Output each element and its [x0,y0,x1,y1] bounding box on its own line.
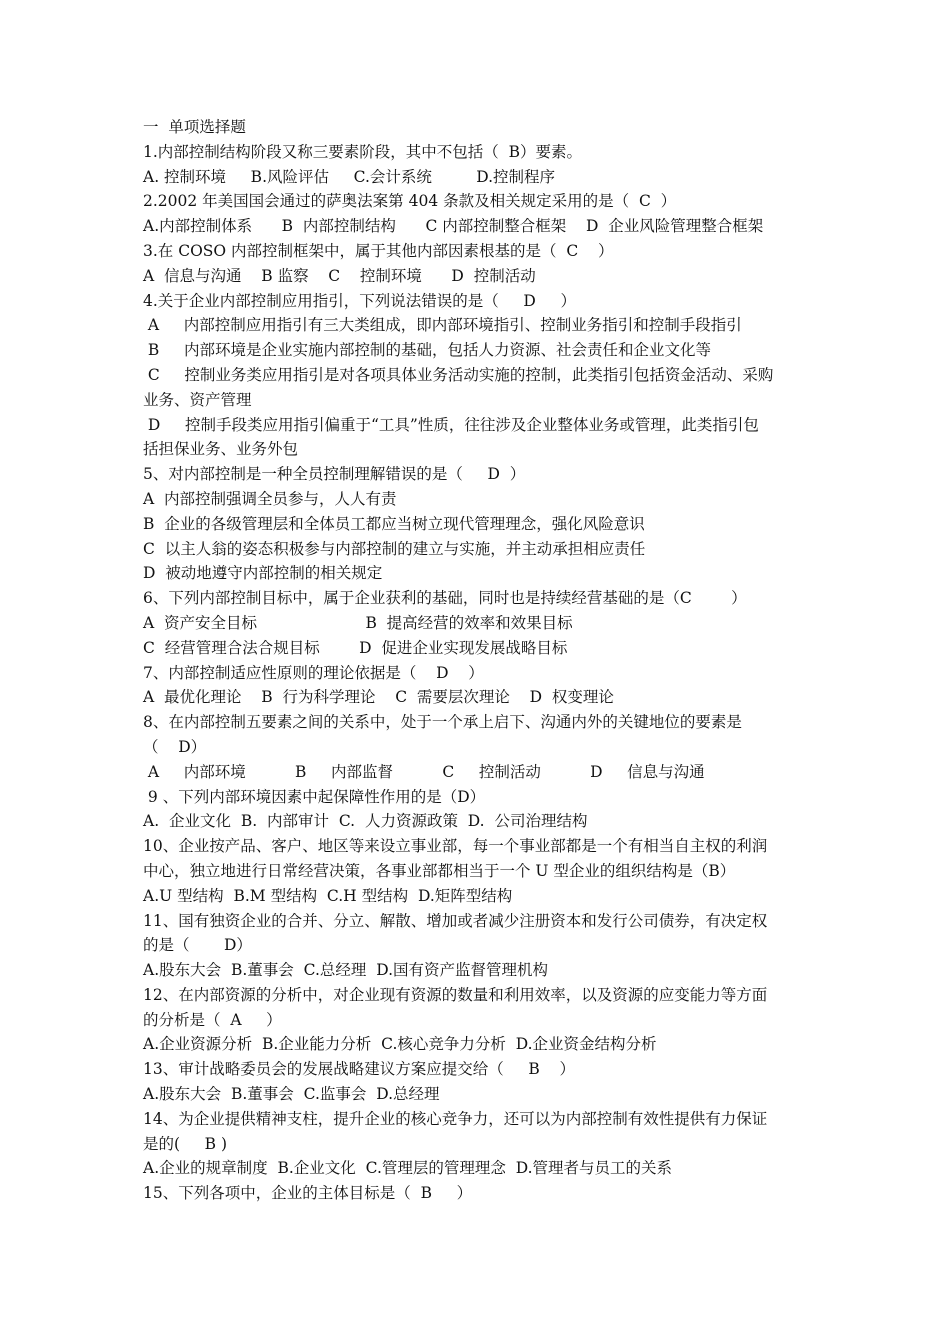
question-10: 10、企业按产品、客户、地区等来设立事业部，每一个事业部都是一个有相当自主权的利润 [143,837,768,856]
question-4-option-d: D 控制手段类应用指引偏重于“工具”性质，往往涉及企业整体业务或管理，此类指引包 [143,415,759,434]
question-6: 6、下列内部控制目标中，属于企业获利的基础，同时也是持续经营基础的是（C ） [143,589,747,608]
question-4-option-a: A 内部控制应用指引有三大类组成，即内部环境指引、控制业务指引和控制手段指引 [143,316,742,335]
question-2: 2.2002 年美国国会通过的萨奥法案第 404 条款及相关规定采用的是（ C ） [143,192,677,211]
question-5-option-d: D 被动地遵守内部控制的相关规定 [143,564,383,583]
question-8-options: A 内部环境 B 内部监督 C 控制活动 D 信息与沟通 [143,762,705,781]
question-4-option-c-cont: 业务、资产管理 [143,390,252,409]
question-15: 15、下列各项中，企业的主体目标是（ B ） [143,1184,473,1203]
question-11: 11、国有独资企业的合并、分立、解散、增加或者减少注册资本和发行公司债券，有决定权 [143,911,768,930]
question-14-cont: 是的( B ) [143,1134,228,1153]
question-14-options: A.企业的规章制度 B.企业文化 C.管理层的管理理念 D.管理者与员工的关系 [143,1159,673,1178]
document-body [143,115,811,1206]
question-9: 9 、下列内部环境因素中起保障性作用的是（D） [143,787,486,806]
question-5-option-a: A 内部控制强调全员参与，人人有责 [143,489,397,508]
question-5-option-c: C 以主人翁的姿态积极参与内部控制的建立与实施，并主动承担相应责任 [143,539,646,558]
question-3: 3.在 COSO 内部控制框架中，属于其他内部因素根基的是（ C ） [143,241,614,260]
question-13-options: A.股东大会 B.董事会 C.监事会 D.总经理 [143,1085,440,1104]
question-6-options-ab: A 资产安全目标 B 提高经营的效率和效果目标 [143,613,573,632]
question-12: 12、在内部资源的分析中，对企业现有资源的数量和利用效率，以及资源的应变能力等方面 [143,985,768,1004]
section-heading: 一 单项选择题 [143,118,246,136]
question-12-options: A.企业资源分析 B.企业能力分析 C.核心竞争力分析 D.企业资金结构分析 [143,1035,657,1054]
question-5: 5、对内部控制是一种全员控制理解错误的是（ D ） [143,465,526,484]
question-9-options: A. 企业文化 B. 内部审计 C. 人力资源政策 D. 公司治理结构 [143,812,588,831]
question-12-cont: 的分析是（ A ） [143,1010,282,1029]
question-1-options: A. 控制环境 B.风险评估 C.会计系统 D.控制程序 [143,167,556,186]
question-7-options: A 最优化理论 B 行为科学理论 C 需要层次理论 D 权变理论 [143,688,614,707]
question-2-options: A.内部控制体系 B 内部控制结构 C 内部控制整合框架 D 企业风险管理整合框架 [143,217,764,236]
question-11-cont: 的是（ D） [143,936,252,955]
question-4: 4.关于企业内部控制应用指引，下列说法错误的是（ D ） [143,291,576,310]
question-1: 1.内部控制结构阶段又称三要素阶段，其中不包括（ B）要素。 [143,142,583,161]
question-10-options: A.U 型结构 B.M 型结构 C.H 型结构 D.矩阵型结构 [143,886,513,905]
question-5-option-b: B 企业的各级管理层和全体员工都应当树立现代管理理念，强化风险意识 [143,514,645,533]
question-11-options: A.股东大会 B.董事会 C.总经理 D.国有资产监督管理机构 [143,961,549,980]
question-6-options-cd: C 经营管理合法合规目标 D 促进企业实现发展战略目标 [143,638,568,657]
question-3-options: A 信息与沟通 B 监察 C 控制环境 D 控制活动 [143,266,536,285]
question-14: 14、为企业提供精神支柱，提升企业的核心竞争力，还可以为内部控制有效性提供有力保证 [143,1109,768,1128]
question-13: 13、审计战略委员会的发展战略建议方案应提交给（ B ） [143,1060,575,1079]
question-7: 7、内部控制适应性原则的理论依据是（ D ） [143,663,484,682]
question-10-cont: 中心，独立地进行日常经营决策，各事业部都相当于一个 U 型企业的组织结构是（B） [143,861,736,880]
question-4-option-c: C 控制业务类应用指引是对各项具体业务活动实施的控制，此类指引包括资金活动、采购 [143,365,774,384]
question-8: 8、在内部控制五要素之间的关系中，处于一个承上启下、沟通内外的关键地位的要素是 [143,713,742,732]
question-4-option-d-cont: 括担保业务、业务外包 [143,440,299,459]
question-4-option-b: B 内部环境是企业实施内部控制的基础，包括人力资源、社会责任和企业文化等 [143,341,711,360]
question-8-cont: （ D） [143,737,207,756]
